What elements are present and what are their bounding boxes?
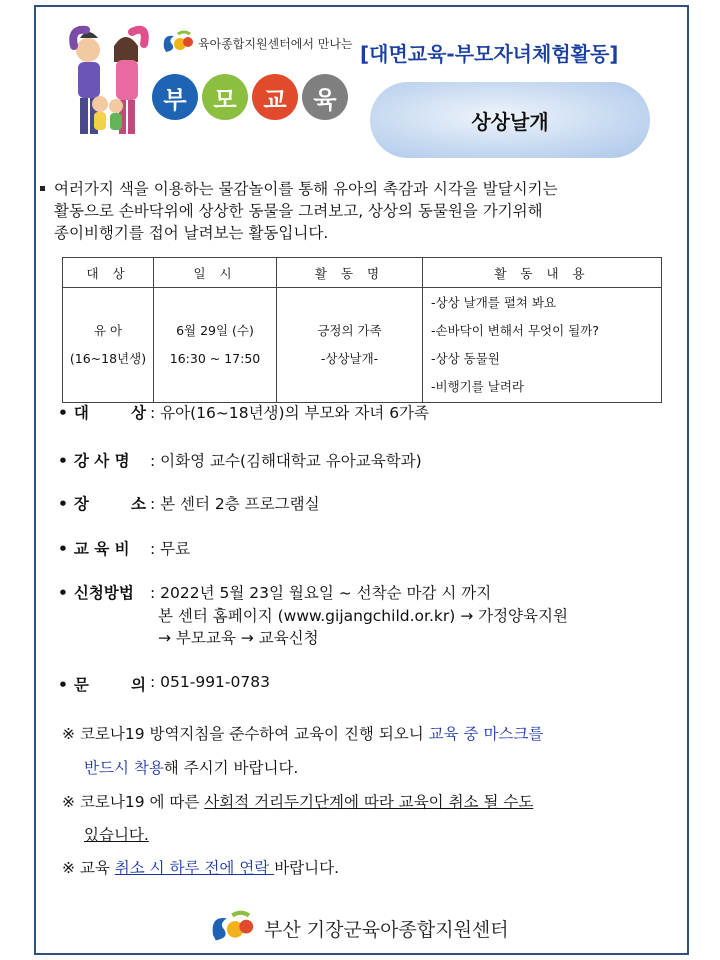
family-illustration (66, 22, 150, 138)
cell-target (63, 288, 154, 403)
intro-line-2: 활동으로 손바닥위에 상상한 동물을 그려보고, 상상의 동물원을 가기위해 (54, 202, 543, 220)
logo-row (160, 30, 353, 56)
footer-center-name: 부산 기장군육아종합지원센터 (264, 918, 509, 941)
time-line: 16:30 ~ 17:50 (169, 351, 261, 366)
bullet-icon (40, 186, 45, 191)
apply-line-2: 본 센터 홈페이지 (www.gijangchild.or.kr) → 가정양육지원 (158, 607, 568, 625)
activity-item: -상상 동물원 (431, 351, 500, 366)
activity-item: -비행기를 날려라 (431, 379, 525, 394)
title-ball-4: 육 (302, 74, 348, 120)
info-apply-label: • 신청방법 (58, 584, 134, 602)
table-row (63, 288, 662, 403)
info-instructor-label: • 강 사 명 (58, 452, 130, 470)
header-datetime: 일 시 (154, 258, 277, 288)
intro-paragraph (40, 178, 692, 244)
title-ball-3: 교 (252, 74, 298, 120)
info-instructor-value: : 이화영 교수(김해대학교 유아교육학과) (150, 452, 422, 470)
center-logo-icon (160, 30, 194, 56)
activity-name-line-2: -상상날개- (320, 351, 379, 366)
info-apply-value: : 2022년 5월 23일 월요일 ~ 선착순 마감 시 까지 (150, 584, 492, 602)
title-balls (152, 74, 348, 120)
info-apply (58, 581, 491, 603)
info-place (58, 492, 320, 514)
activity-name-line-1: 긍정의 가족 (317, 323, 382, 338)
category-title: [대면교육-부모자녀체험활동] (360, 42, 619, 66)
header-activity-name: 활 동 명 (277, 258, 423, 288)
info-target-value: : 유아(16~18년생)의 부모와 자녀 6가족 (150, 404, 429, 422)
logo-tagline: 육아종합지원센터에서 만나는 (198, 36, 353, 51)
info-instructor (58, 449, 422, 471)
apply-line-3: → 부모교육 → 교육신청 (158, 629, 319, 647)
info-target-label: • 대 상 (58, 404, 146, 422)
activity-item: -손바닥이 변해서 무엇이 될까? (431, 323, 599, 338)
info-fee-value: : 무료 (150, 540, 191, 558)
footer (204, 910, 509, 946)
info-contact-label: • 문 의 (58, 676, 146, 694)
schedule-table (62, 257, 662, 403)
cell-activity-name (277, 288, 423, 403)
activity-item: -상상 날개를 펼쳐 봐요 (431, 295, 557, 310)
info-place-label: • 장 소 (58, 495, 146, 513)
title-ball-1: 부 (152, 74, 198, 120)
intro-line-1: 여러가지 색을 이용하는 물감놀이를 통해 유아의 촉감과 시각을 발달시키는 (54, 180, 558, 198)
cell-activities (423, 288, 662, 403)
info-fee (58, 537, 190, 559)
intro-line-3: 종이비행기를 접어 날려보는 활동입니다. (54, 224, 329, 242)
title-ball-2: 모 (202, 74, 248, 120)
target-line-1: 유 아 (93, 323, 123, 338)
header-activity-content: 활 동 내 용 (423, 258, 662, 288)
date-line: 6월 29일 (수) (176, 323, 254, 338)
info-contact (58, 673, 270, 695)
cell-datetime (154, 288, 277, 403)
header-target: 대 상 (63, 258, 154, 288)
note-2-line-2: 있습니다. (84, 826, 149, 844)
note-1-line-2: 반드시 착용해 주시기 바랍니다. (84, 759, 299, 777)
info-fee-label: • 교 육 비 (58, 540, 130, 558)
info-target (58, 401, 429, 423)
center-logo-icon (204, 910, 258, 946)
table-header-row (63, 258, 662, 288)
info-contact-value: : 051-991-0783 (150, 673, 270, 691)
target-line-2: (16~18년생) (69, 351, 147, 366)
info-place-value: : 본 센터 2층 프로그램실 (150, 495, 320, 513)
note-3: ※ 교육 취소 시 하루 전에 연락 바랍니다. (62, 859, 340, 877)
note-2-line-1: ※ 코로나19 에 따른 사회적 거리두기단계에 따라 교육이 취소 될 수도 (62, 793, 534, 811)
note-1-line-1: ※ 코로나19 방역지침을 준수하여 교육이 진행 되오니 교육 중 마스크를 (62, 725, 544, 743)
program-title: 상상날개 (370, 82, 650, 158)
